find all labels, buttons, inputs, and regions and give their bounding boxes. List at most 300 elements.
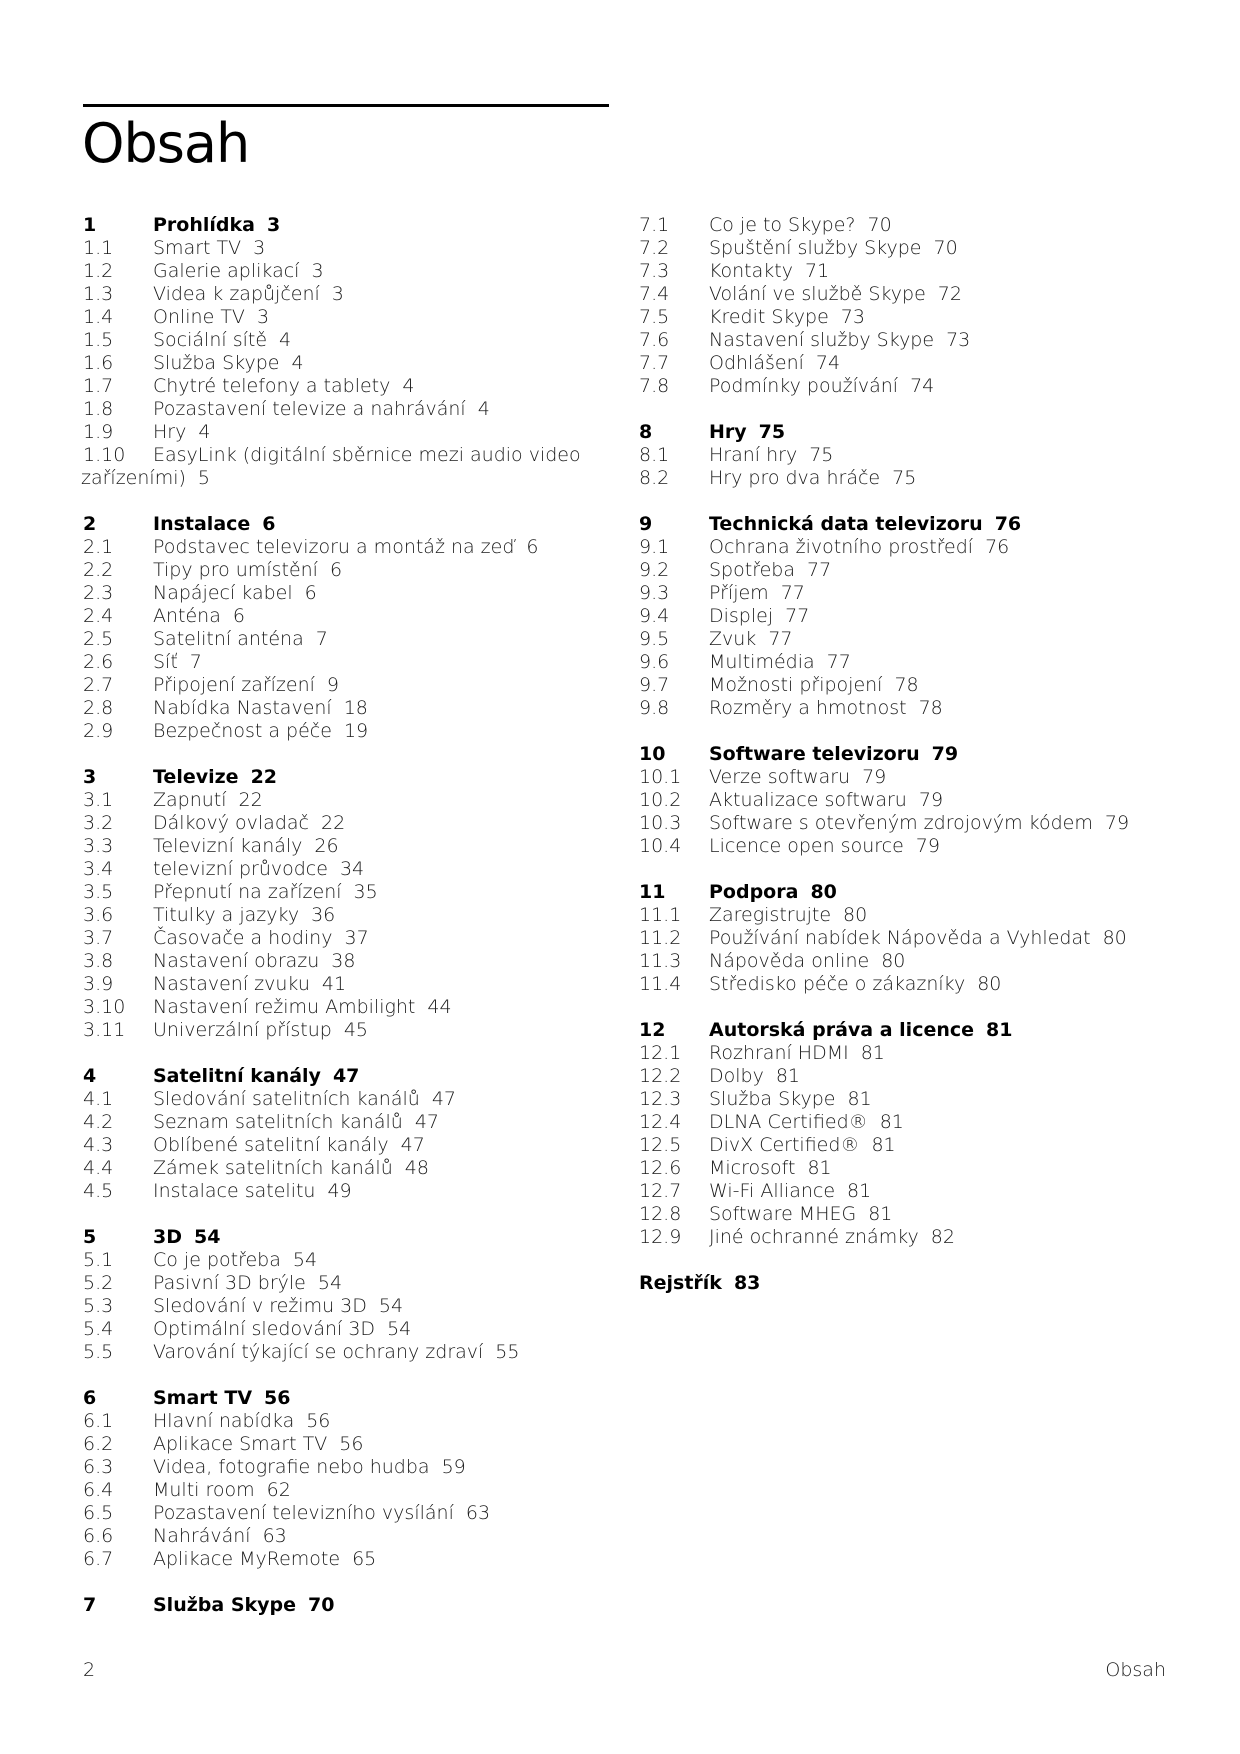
entry-number: 6.4 [83, 1479, 114, 1501]
toc-entry[interactable] [83, 1525, 583, 1548]
toc-entry[interactable] [83, 1341, 583, 1364]
entry-title: Chytré telefony a tablety [153, 375, 391, 397]
toc-entry[interactable] [83, 1180, 583, 1203]
entry-title: Nastavení služby Skype [709, 329, 935, 351]
entry-page: 3 [311, 260, 324, 282]
toc-entry[interactable] [639, 835, 1219, 858]
entry-page: 78 [918, 697, 943, 719]
entry-title: Instalace satelitu [153, 1180, 316, 1202]
toc-entry[interactable] [639, 329, 1219, 352]
entry-number: 12.6 [639, 1157, 682, 1179]
chapter-title: Instalace [153, 513, 251, 535]
entry-page: 6 [526, 536, 539, 558]
entry-page: 7 [315, 628, 328, 650]
toc-entry[interactable] [83, 1295, 583, 1318]
chapter-title: Prohlídka [153, 214, 255, 236]
entry-number: 5.3 [83, 1295, 114, 1317]
entry-page: 54 [317, 1272, 343, 1294]
toc-entry[interactable] [83, 1456, 583, 1479]
entry-page: 38 [331, 950, 356, 972]
entry-title: Kontakty [709, 260, 793, 282]
toc-entry[interactable] [83, 1548, 583, 1571]
entry-page: 73 [840, 306, 865, 328]
toc-chapter-heading[interactable] [639, 421, 1219, 444]
toc-entry[interactable] [639, 950, 1219, 973]
entry-number: 7.8 [639, 375, 670, 397]
entry-title: Sociální sítě [153, 329, 268, 351]
entry-page: 55 [495, 1341, 520, 1363]
entry-page: 35 [353, 881, 378, 903]
entry-title: Microsoft [709, 1157, 796, 1179]
toc-entry[interactable] [639, 674, 1219, 697]
entry-title: Služba Skype [709, 1088, 836, 1110]
entry-page: 22 [320, 812, 346, 834]
entry-number: 3.5 [83, 881, 114, 903]
toc-entry[interactable] [639, 605, 1219, 628]
entry-title: Hlavní nabídka [153, 1410, 295, 1432]
entry-title: Satelitní anténa [153, 628, 304, 650]
entry-title: Tipy pro umístění [153, 559, 318, 581]
toc-entry[interactable] [83, 1088, 583, 1111]
toc-entry[interactable] [639, 444, 1219, 467]
entry-page: 81 [847, 1088, 872, 1110]
entry-page: 49 [327, 1180, 352, 1202]
entry-page: 4 [402, 375, 415, 397]
entry-page: 74 [910, 375, 935, 397]
entry-number: 6.5 [83, 1502, 114, 1524]
chapter-title: 3D [153, 1226, 182, 1248]
entry-page: 81 [879, 1111, 904, 1133]
chapter-title: Technická data televizoru [709, 513, 983, 535]
toc-entry[interactable] [639, 766, 1219, 789]
toc-entry[interactable] [639, 306, 1219, 329]
toc-entry[interactable] [639, 927, 1219, 950]
toc-entry[interactable] [639, 1134, 1219, 1157]
entry-title: Titulky a jazyky [153, 904, 300, 926]
entry-number: 9.3 [639, 582, 670, 604]
toc-entry[interactable] [639, 1065, 1219, 1088]
entry-title: Pasivní 3D brýle [153, 1272, 306, 1294]
entry-title: Licence open source [709, 835, 904, 857]
entry-page: 54 [292, 1249, 318, 1271]
toc-entry[interactable] [83, 260, 583, 283]
entry-number: 7.5 [639, 306, 670, 328]
toc-entry[interactable] [83, 398, 583, 421]
toc-entry[interactable] [639, 1042, 1219, 1065]
entry-number: 9.5 [639, 628, 670, 650]
toc-chapter-heading[interactable] [639, 513, 1219, 536]
entry-title: Videa k zapůjčení [153, 283, 320, 305]
toc-section [83, 214, 583, 490]
entry-number: 7.6 [639, 329, 670, 351]
entry-title: Displej [709, 605, 774, 627]
toc-entry[interactable] [83, 1479, 583, 1502]
entry-title: Hry [153, 421, 187, 443]
entry-page: 63 [262, 1525, 287, 1547]
toc-entry[interactable] [83, 1502, 583, 1525]
entry-title: Sledování v režimu 3D [153, 1295, 367, 1317]
toc-right-column [639, 214, 1219, 1318]
entry-number: 1.6 [83, 352, 114, 374]
toc-chapter-heading[interactable] [639, 1272, 1219, 1295]
entry-title: Kredit Skype [709, 306, 829, 328]
toc-entry[interactable] [639, 559, 1219, 582]
page-title: Obsah [82, 112, 250, 175]
toc-entry[interactable] [83, 1157, 583, 1180]
entry-number: 11.4 [639, 973, 682, 995]
toc-entry[interactable] [639, 628, 1219, 651]
toc-chapter-heading[interactable] [639, 881, 1219, 904]
entry-page: 79 [1104, 812, 1130, 834]
toc-entry[interactable] [83, 582, 583, 605]
entry-title: Časovače a hodiny [153, 927, 333, 949]
toc-section [83, 1387, 583, 1571]
toc-entry[interactable] [83, 605, 583, 628]
chapter-number: 8 [639, 421, 653, 443]
entry-page: 54 [378, 1295, 404, 1317]
entry-page: 6 [232, 605, 245, 627]
toc-entry[interactable] [83, 973, 583, 996]
title-rule [83, 104, 609, 107]
entry-title: Online TV [153, 306, 245, 328]
entry-title: Podmínky používání [709, 375, 899, 397]
entry-number: 4.1 [83, 1088, 114, 1110]
toc-entry[interactable] [83, 697, 583, 720]
entry-page: 77 [826, 651, 851, 673]
chapter-page: 79 [931, 743, 959, 765]
entry-number: 1.1 [83, 237, 114, 259]
entry-title: Přepnutí na zařízení [153, 881, 342, 903]
toc-entry[interactable] [83, 1111, 583, 1134]
entry-page: 80 [881, 950, 906, 972]
entry-number: 9.7 [639, 674, 670, 696]
toc-entry[interactable] [83, 927, 583, 950]
entry-number: 7.3 [639, 260, 670, 282]
toc-entry[interactable] [83, 651, 583, 674]
chapter-title: Autorská práva a licence [709, 1019, 975, 1041]
toc-chapter-heading[interactable] [639, 1019, 1219, 1042]
entry-title: Multimédia [709, 651, 815, 673]
toc-entry[interactable] [83, 1433, 583, 1456]
entry-number: 8.1 [639, 444, 670, 466]
toc-entry[interactable] [83, 1410, 583, 1433]
entry-page: 19 [343, 720, 369, 742]
toc-entry[interactable] [639, 1157, 1219, 1180]
entry-number: 1.7 [83, 375, 114, 397]
entry-page: 65 [352, 1548, 377, 1570]
toc-entry[interactable] [83, 858, 583, 881]
toc-section [83, 1226, 583, 1364]
entry-title: Seznam satelitních kanálů [153, 1111, 403, 1133]
chapter-number: 11 [639, 881, 666, 903]
chapter-page: 83 [733, 1272, 761, 1294]
toc-entry[interactable] [83, 881, 583, 904]
entry-page: 81 [871, 1134, 896, 1156]
entry-page: 77 [806, 559, 832, 581]
toc-entry[interactable] [83, 628, 583, 651]
toc-entry[interactable] [639, 536, 1219, 559]
toc-entry[interactable] [83, 789, 583, 812]
toc-entry[interactable] [83, 329, 583, 352]
toc-entry[interactable] [639, 697, 1219, 720]
entry-number: 5.5 [83, 1341, 114, 1363]
entry-title: Co je to Skype? [709, 214, 856, 236]
entry-number: 5.2 [83, 1272, 114, 1294]
entry-number: 5.4 [83, 1318, 114, 1340]
entry-page: 79 [918, 789, 944, 811]
entry-title: Zaregistrujte [709, 904, 832, 926]
entry-number: 2.8 [83, 697, 114, 719]
entry-page: 48 [404, 1157, 429, 1179]
entry-title: Galerie aplikací [153, 260, 300, 282]
entry-page: 81 [775, 1065, 801, 1087]
entry-page: 3 [253, 237, 266, 259]
entry-page: 81 [847, 1180, 872, 1202]
entry-number: 3.6 [83, 904, 114, 926]
toc-section [639, 513, 1219, 720]
entry-number: 3.3 [83, 835, 114, 857]
entry-number: 12.9 [639, 1226, 682, 1248]
entry-title: Oblíbené satelitní kanály [153, 1134, 389, 1156]
entry-number: 10.3 [639, 812, 682, 834]
entry-title: Volání ve službě Skype [709, 283, 926, 305]
entry-title: Příjem [709, 582, 769, 604]
entry-number: 3.9 [83, 973, 114, 995]
entry-number: 3.7 [83, 927, 114, 949]
entry-page: 81 [807, 1157, 832, 1179]
toc-entry[interactable] [83, 306, 583, 329]
chapter-page: 22 [250, 766, 278, 788]
entry-page: 80 [977, 973, 1002, 995]
entry-number: 9.8 [639, 697, 670, 719]
entry-number: 9.2 [639, 559, 670, 581]
toc-entry[interactable] [83, 352, 583, 375]
toc-entry[interactable] [639, 973, 1219, 996]
entry-page: 70 [933, 237, 958, 259]
toc-section [83, 1594, 583, 1617]
toc-entry[interactable] [639, 467, 1219, 490]
entry-title: Nabídka Nastavení [153, 697, 332, 719]
toc-entry[interactable] [83, 1249, 583, 1272]
toc-entry[interactable] [83, 674, 583, 697]
toc-entry[interactable] [639, 260, 1219, 283]
toc-entry[interactable] [639, 789, 1219, 812]
toc-chapter-heading[interactable] [83, 1226, 583, 1249]
entry-title: Napájecí kabel [153, 582, 293, 604]
entry-number: 7.4 [639, 283, 670, 305]
entry-number: 11.1 [639, 904, 682, 926]
entry-title: Středisko péče o zákazníky [709, 973, 966, 995]
entry-number: 4.5 [83, 1180, 114, 1202]
toc-chapter-heading[interactable] [83, 513, 583, 536]
entry-number: 2.4 [83, 605, 114, 627]
entry-page: 41 [321, 973, 347, 995]
entry-number: 7.2 [639, 237, 670, 259]
chapter-title: Podpora [709, 881, 799, 903]
toc-entry[interactable] [639, 1088, 1219, 1111]
entry-title: Smart TV [153, 237, 242, 259]
entry-title: Spotřeba [709, 559, 795, 581]
entry-title: Zapnutí [153, 789, 227, 811]
entry-title: Videa, fotografie nebo hudba [153, 1456, 430, 1478]
toc-chapter-heading[interactable] [83, 1594, 583, 1617]
entry-title: Podstavec televizoru a montáž na zeď [153, 536, 515, 558]
toc-entry[interactable] [639, 214, 1219, 237]
entry-page: 63 [465, 1502, 491, 1524]
entry-title: Služba Skype [153, 352, 280, 374]
toc-entry[interactable] [83, 536, 583, 559]
entry-page: 9 [326, 674, 340, 696]
entry-page: 5 [197, 467, 210, 489]
entry-title: Hry pro dva hráče [709, 467, 881, 489]
toc-entry[interactable] [83, 1019, 583, 1042]
toc-entry[interactable] [83, 1134, 583, 1157]
entry-page: 4 [198, 421, 211, 443]
entry-page: 70 [867, 214, 892, 236]
entry-page: 56 [339, 1433, 364, 1455]
toc-entry[interactable] [83, 237, 583, 260]
entry-number: 3.11 [83, 1019, 126, 1041]
toc-entry[interactable] [83, 444, 583, 490]
entry-number: 6.6 [83, 1525, 114, 1547]
entry-number: 2.6 [83, 651, 114, 673]
chapter-page: 80 [810, 881, 837, 903]
entry-title: Hraní hry [709, 444, 798, 466]
entry-number: 6.7 [83, 1548, 114, 1570]
entry-title: Aktualizace softwaru [709, 789, 907, 811]
entry-number: 11.2 [639, 927, 682, 949]
entry-page: 47 [431, 1088, 457, 1110]
toc-chapter-heading[interactable] [83, 1065, 583, 1088]
running-footer: Obsah [1105, 1659, 1166, 1681]
toc-entry[interactable] [83, 720, 583, 743]
toc-entry[interactable] [83, 996, 583, 1019]
toc-entry[interactable] [83, 375, 583, 398]
entry-title: Používání nabídek Nápověda a Vyhledat [709, 927, 1091, 949]
toc-entry[interactable] [639, 375, 1219, 398]
entry-page: 71 [804, 260, 830, 282]
chapter-title: Rejstřík [639, 1272, 722, 1294]
toc-chapter-heading[interactable] [639, 743, 1219, 766]
toc-section [639, 421, 1219, 490]
entry-page: 26 [314, 835, 339, 857]
toc-section [83, 1065, 583, 1203]
toc-entry[interactable] [639, 812, 1219, 835]
chapter-title: Služba Skype [153, 1594, 297, 1616]
toc-entry[interactable] [639, 1180, 1219, 1203]
entry-number: 6.1 [83, 1410, 114, 1432]
entry-title: Nahrávání [153, 1525, 251, 1547]
toc-section [639, 743, 1219, 858]
entry-title: Nastavení režimu Ambilight [153, 996, 416, 1018]
entry-page: 80 [843, 904, 868, 926]
entry-page: 76 [985, 536, 1010, 558]
entry-number: 5.1 [83, 1249, 114, 1271]
toc-entry[interactable] [639, 352, 1219, 375]
entry-page: 79 [862, 766, 887, 788]
entry-number: 2.7 [83, 674, 114, 696]
toc-chapter-heading[interactable] [83, 766, 583, 789]
entry-number: 1.3 [83, 283, 114, 305]
entry-page: 75 [809, 444, 834, 466]
entry-title: Síť [153, 651, 178, 673]
entry-page: 74 [815, 352, 841, 374]
entry-title: Jiné ochranné známky [709, 1226, 919, 1248]
entry-title: Varování týkající se ochrany zdraví [153, 1341, 484, 1363]
chapter-number: 12 [639, 1019, 666, 1041]
entry-number: 6.3 [83, 1456, 114, 1478]
toc-entry[interactable] [83, 812, 583, 835]
entry-number: 12.3 [639, 1088, 682, 1110]
entry-number: 1.10 [83, 444, 126, 466]
entry-page: 56 [306, 1410, 331, 1432]
toc-entry[interactable] [639, 582, 1219, 605]
entry-number: 2.5 [83, 628, 114, 650]
toc-entry[interactable] [639, 237, 1219, 260]
toc-entry[interactable] [83, 421, 583, 444]
entry-title: Software MHEG [709, 1203, 857, 1225]
entry-number: 9.1 [639, 536, 670, 558]
toc-entry[interactable] [83, 835, 583, 858]
chapter-page: 81 [986, 1019, 1013, 1041]
toc-section [639, 214, 1219, 398]
toc-entry[interactable] [83, 950, 583, 973]
entry-title: Nastavení zvuku [153, 973, 310, 995]
entry-number: 10.4 [639, 835, 682, 857]
entry-number: 1.8 [83, 398, 114, 420]
entry-page: 3 [256, 306, 270, 328]
entry-number: 2.1 [83, 536, 114, 558]
entry-title: Připojení zařízení [153, 674, 315, 696]
toc-chapter-heading[interactable] [83, 1387, 583, 1410]
chapter-number: 5 [83, 1226, 97, 1248]
entry-number: 12.1 [639, 1042, 682, 1064]
toc-entry[interactable] [83, 1272, 583, 1295]
entry-page: 36 [311, 904, 336, 926]
entry-page: 4 [279, 329, 292, 351]
entry-number: 7.1 [639, 214, 670, 236]
entry-title: Sledování satelitních kanálů [153, 1088, 420, 1110]
entry-title: DivX Certified® [709, 1134, 860, 1156]
entry-title: Ochrana životního prostředí [709, 536, 974, 558]
toc-entry[interactable] [639, 1203, 1219, 1226]
entry-page: 62 [266, 1479, 291, 1501]
entry-number: 3.10 [83, 996, 126, 1018]
toc-entry[interactable] [639, 1111, 1219, 1134]
toc-entry[interactable] [639, 283, 1219, 306]
entry-number: 2.9 [83, 720, 114, 742]
entry-page: 37 [344, 927, 369, 949]
entry-title-wrap: zařízeními) [81, 467, 186, 489]
chapter-title: Hry [709, 421, 747, 443]
toc-chapter-heading[interactable] [83, 214, 583, 237]
toc-entry[interactable] [83, 283, 583, 306]
entry-number: 6.2 [83, 1433, 114, 1455]
entry-number: 4.2 [83, 1111, 114, 1133]
toc-entry[interactable] [639, 651, 1219, 674]
entry-number: 3.1 [83, 789, 114, 811]
toc-entry[interactable] [83, 1318, 583, 1341]
toc-entry[interactable] [83, 559, 583, 582]
toc-section [83, 513, 583, 743]
entry-page: 79 [915, 835, 940, 857]
entry-number: 1.5 [83, 329, 114, 351]
entry-page: 6 [329, 559, 343, 581]
toc-entry[interactable] [83, 904, 583, 927]
toc-entry[interactable] [639, 1226, 1219, 1249]
toc-entry[interactable] [639, 904, 1219, 927]
entry-title: EasyLink (digitální sběrnice mezi audio video [153, 444, 581, 466]
